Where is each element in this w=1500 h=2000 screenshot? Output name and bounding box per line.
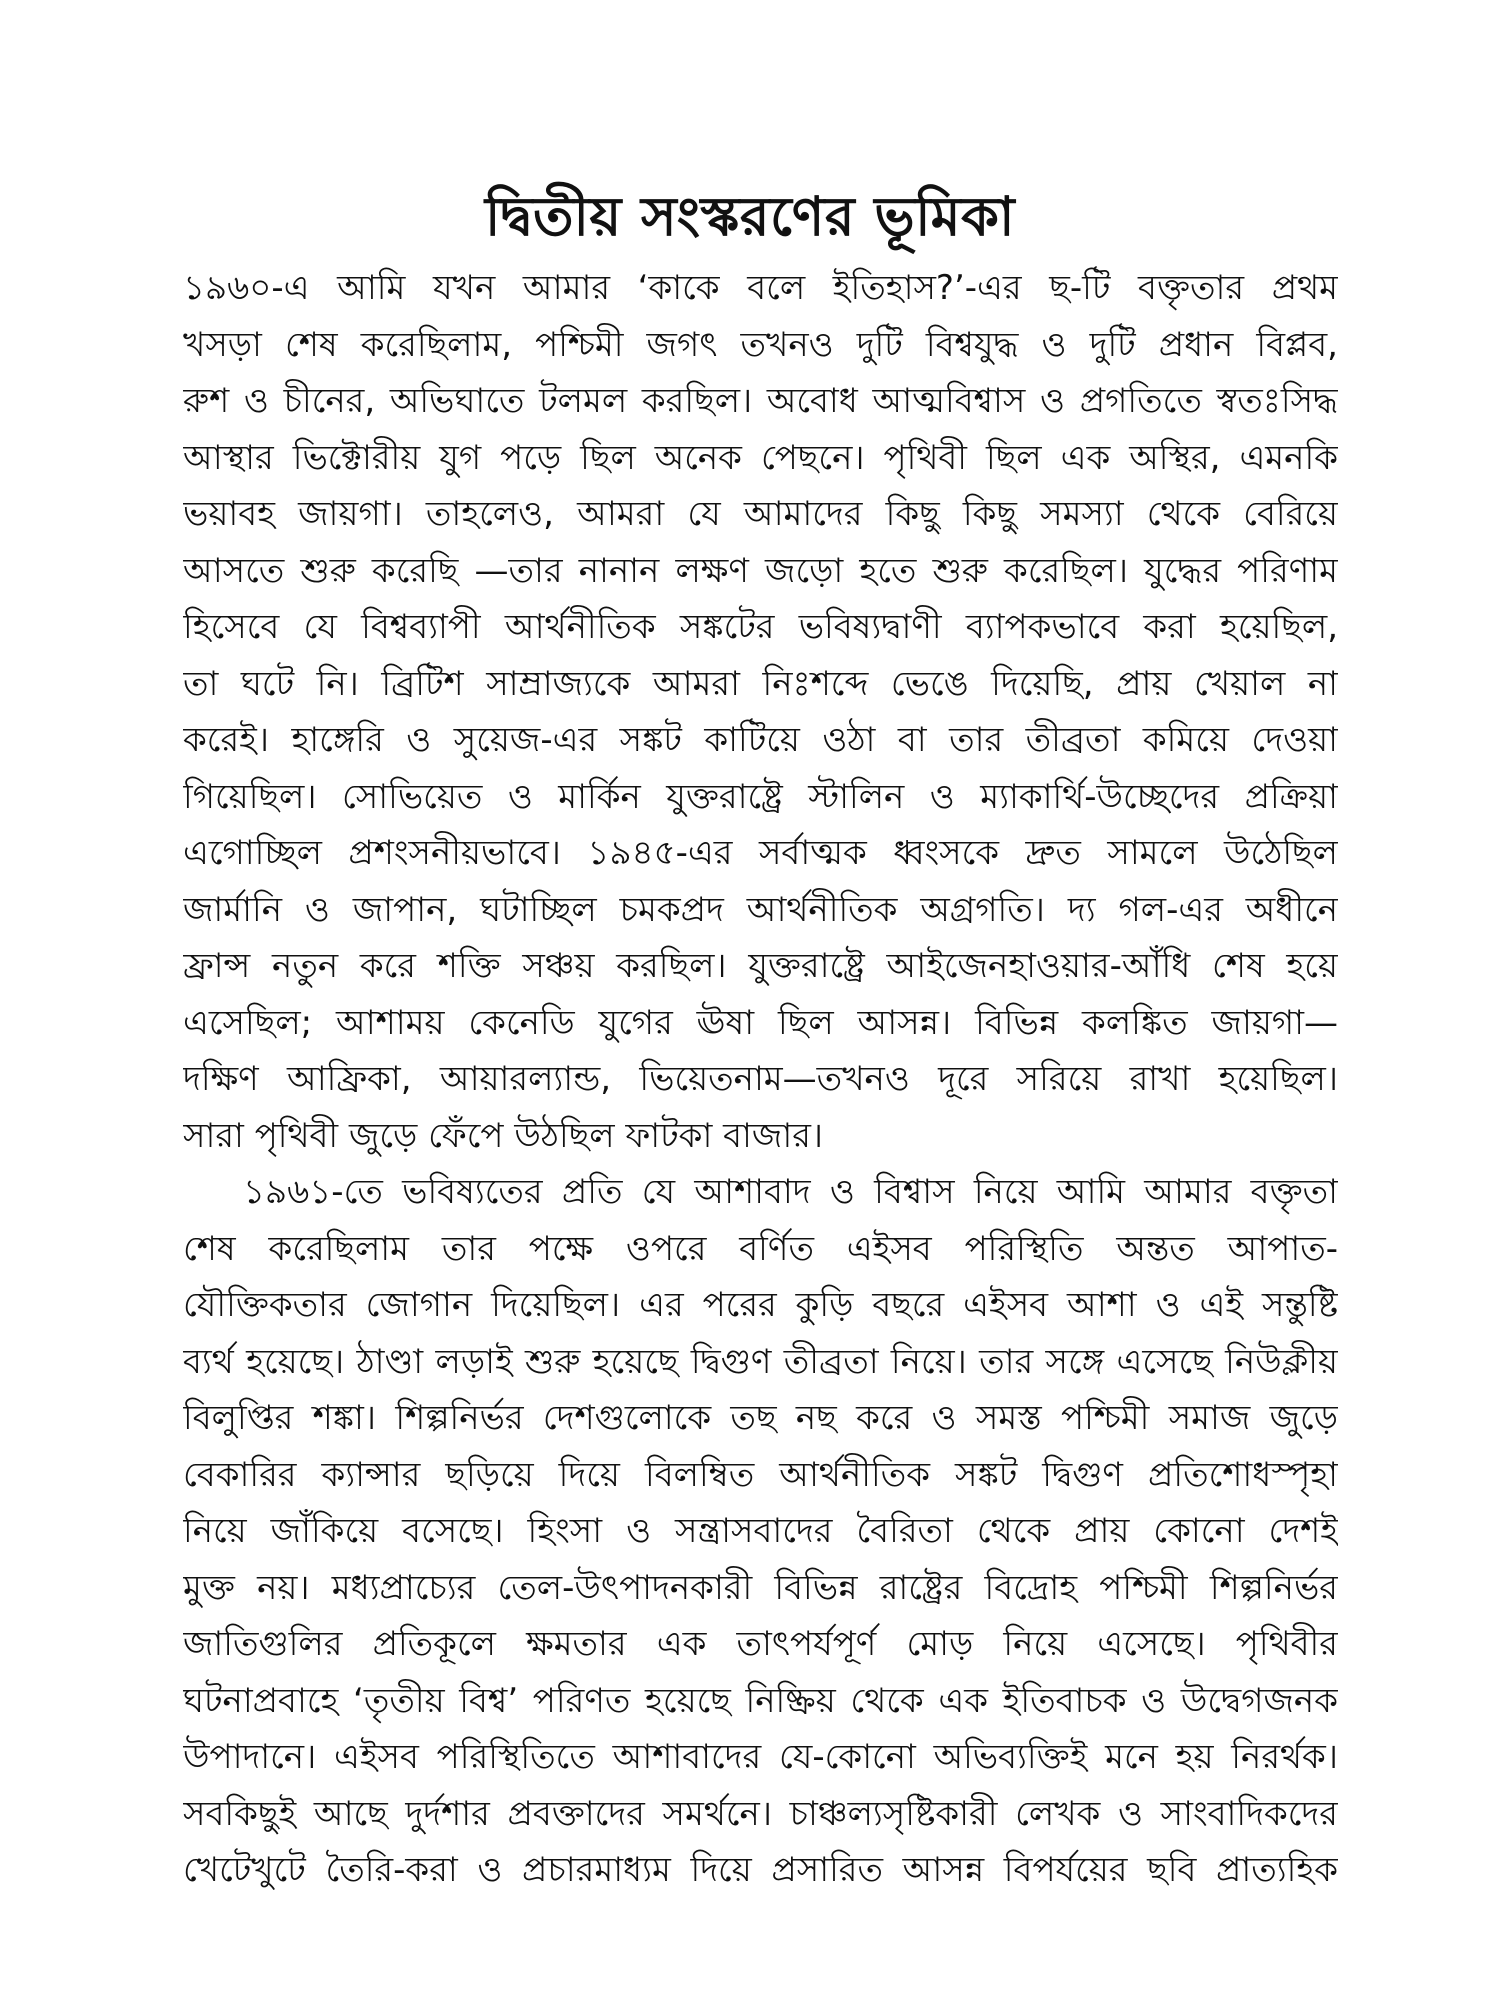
paragraph-2 [183,1164,1338,1899]
paragraph-1 [183,260,1338,1164]
text-line: দক্ষিণ আফ্রিকা, আয়ারল্যান্ড, ভিয়েতনাম—তখনও দূরে সরিয়ে রাখা হয়েছিল। [183,1059,1338,1099]
text-line: উপাদানে। এইসব পরিস্থিতিতে আশাবাদের যে-কোনো অভিব্যক্তিই মনে হয় নিরর্থক। [183,1737,1338,1777]
text-line: খসড়া শেষ করেছিলাম, পশ্চিমী জগৎ তখনও দুটি বিশ্বযুদ্ধ ও দুটি প্রধান বিপ্লব, [183,324,1338,365]
text-line: ১৯৬০-এ আমি যখন আমার ‘কাকে বলে ইতিহাস?’-এর ছ-টি বক্তৃতার প্রথম [183,268,1338,308]
text-line: জাতিগুলির প্রতিকূলে ক্ষমতার এক তাৎপর্যপূর্ণ মোড় নিয়ে এসেছে। পৃথিবীর [183,1624,1338,1664]
text-line: করেই। হাঙ্গেরি ও সুয়েজ-এর সঙ্কট কাটিয়ে ওঠা বা তার তীব্রতা কমিয়ে দেওয়া [183,720,1338,760]
text-line: জার্মানি ও জাপান, ঘটাচ্ছিল চমকপ্রদ আর্থনীতিক অগ্রগতি। দ্য গল-এর অধীনে [183,889,1338,930]
text-line: হিসেবে যে বিশ্বব্যাপী আর্থনীতিক সঙ্কটের ভবিষ্যদ্বাণী ব্যাপকভাবে করা হয়েছিল, [183,607,1338,647]
text-line: সবকিছুই আছে দুর্দশার প্রবক্তাদের সমর্থনে। চাঞ্চল্যসৃষ্টিকারী লেখক ও সাংবাদিকদের [183,1793,1338,1834]
text-line: গিয়েছিল। সোভিয়েত ও মার্কিন যুক্তরাষ্ট্রে স্টালিন ও ম্যাকার্থি-উচ্ছেদের প্রক্রিয়া [183,776,1338,817]
text-line: শেষ করেছিলাম তার পক্ষে ওপরে বর্ণিত এইসব পরিস্থিতি অন্তত আপাত- [183,1228,1338,1269]
text-line: খেটেখুটে তৈরি-করা ও প্রচারমাধ্যম দিয়ে প্রসারিত আসন্ন বিপর্যয়ের ছবি প্রাত্যহিক [183,1850,1338,1890]
text-line: ব্যর্থ হয়েছে। ঠাণ্ডা লড়াই শুরু হয়েছে দ্বিগুণ তীব্রতা নিয়ে। তার সঙ্গে এসেছে নিউক্লীয় [183,1341,1338,1382]
text-line: ফ্রান্স নতুন করে শক্তি সঞ্চয় করছিল। যুক্তরাষ্ট্রে আইজেনহাওয়ার-আঁধি শেষ হয়ে [183,946,1338,986]
text-line: ১৯৬১-তে ভবিষ্যতের প্রতি যে আশাবাদ ও বিশ্বাস নিয়ে আমি আমার বক্তৃতা [243,1172,1338,1212]
page-title: দ্বিতীয় সংস্করণের ভূমিকা [484,185,1016,249]
text-line: ঘটনাপ্রবাহে ‘তৃতীয় বিশ্ব’ পরিণত হয়েছে নিষ্ক্রিয় থেকে এক ইতিবাচক ও উদ্বেগজনক [183,1680,1338,1721]
body-text [183,260,1338,1899]
text-line: যৌক্তিকতার জোগান দিয়েছিল। এর পরের কুড়ি বছরে এইসব আশা ও এই সন্তুষ্টি [183,1285,1338,1325]
text-line: বিলুপ্তির শঙ্কা। শিল্পনির্ভর দেশগুলোকে তছ নছ করে ও সমস্ত পশ্চিমী সমাজ জুড়ে [183,1398,1338,1438]
text-line: আস্থার ভিক্টোরীয় যুগ পড়ে ছিল অনেক পেছনে। পৃথিবী ছিল এক অস্থির, এমনকি [183,437,1338,478]
text-line: বেকারির ক্যান্সার ছড়িয়ে দিয়ে বিলম্বিত আর্থনীতিক সঙ্কট দ্বিগুণ প্রতিশোধস্পৃহা [183,1454,1338,1495]
text-line: সারা পৃথিবী জুড়ে ফেঁপে উঠছিল ফাটকা বাজার। [183,1115,824,1156]
text-line: রুশ ও চীনের, অভিঘাতে টলমল করছিল। অবোধ আত্মবিশ্বাস ও প্রগতিতে স্বতঃসিদ্ধ [183,381,1338,421]
text-line: নিয়ে জাঁকিয়ে বসেছে। হিংসা ও সন্ত্রাসবাদের বৈরিতা থেকে প্রায় কোনো দেশই [183,1511,1338,1551]
text-line: মুক্ত নয়। মধ্যপ্রাচ্যের তেল-উৎপাদনকারী বিভিন্ন রাষ্ট্রের বিদ্রোহ পশ্চিমী শিল্পনির্ভর [183,1567,1338,1608]
text-line: তা ঘটে নি। ব্রিটিশ সাম্রাজ্যকে আমরা নিঃশব্দে ভেঙে দিয়েছি, প্রায় খেয়াল না [183,663,1338,704]
text-line: আসতে শুরু করেছি —তার নানান লক্ষণ জড়ো হতে শুরু করেছিল। যুদ্ধের পরিণাম [183,550,1338,591]
text-line: ভয়াবহ জায়গা। তাহলেও, আমরা যে আমাদের কিছু কিছু সমস্যা থেকে বেরিয়ে [183,494,1338,534]
text-line: এগোচ্ছিল প্রশংসনীয়ভাবে। ১৯৪৫-এর সর্বাত্মক ধ্বংসকে দ্রুত সামলে উঠেছিল [183,833,1338,873]
text-line: এসেছিল; আশাময় কেনেডি যুগের ঊষা ছিল আসন্ন। বিভিন্ন কলঙ্কিত জায়গা— [183,1002,1338,1043]
